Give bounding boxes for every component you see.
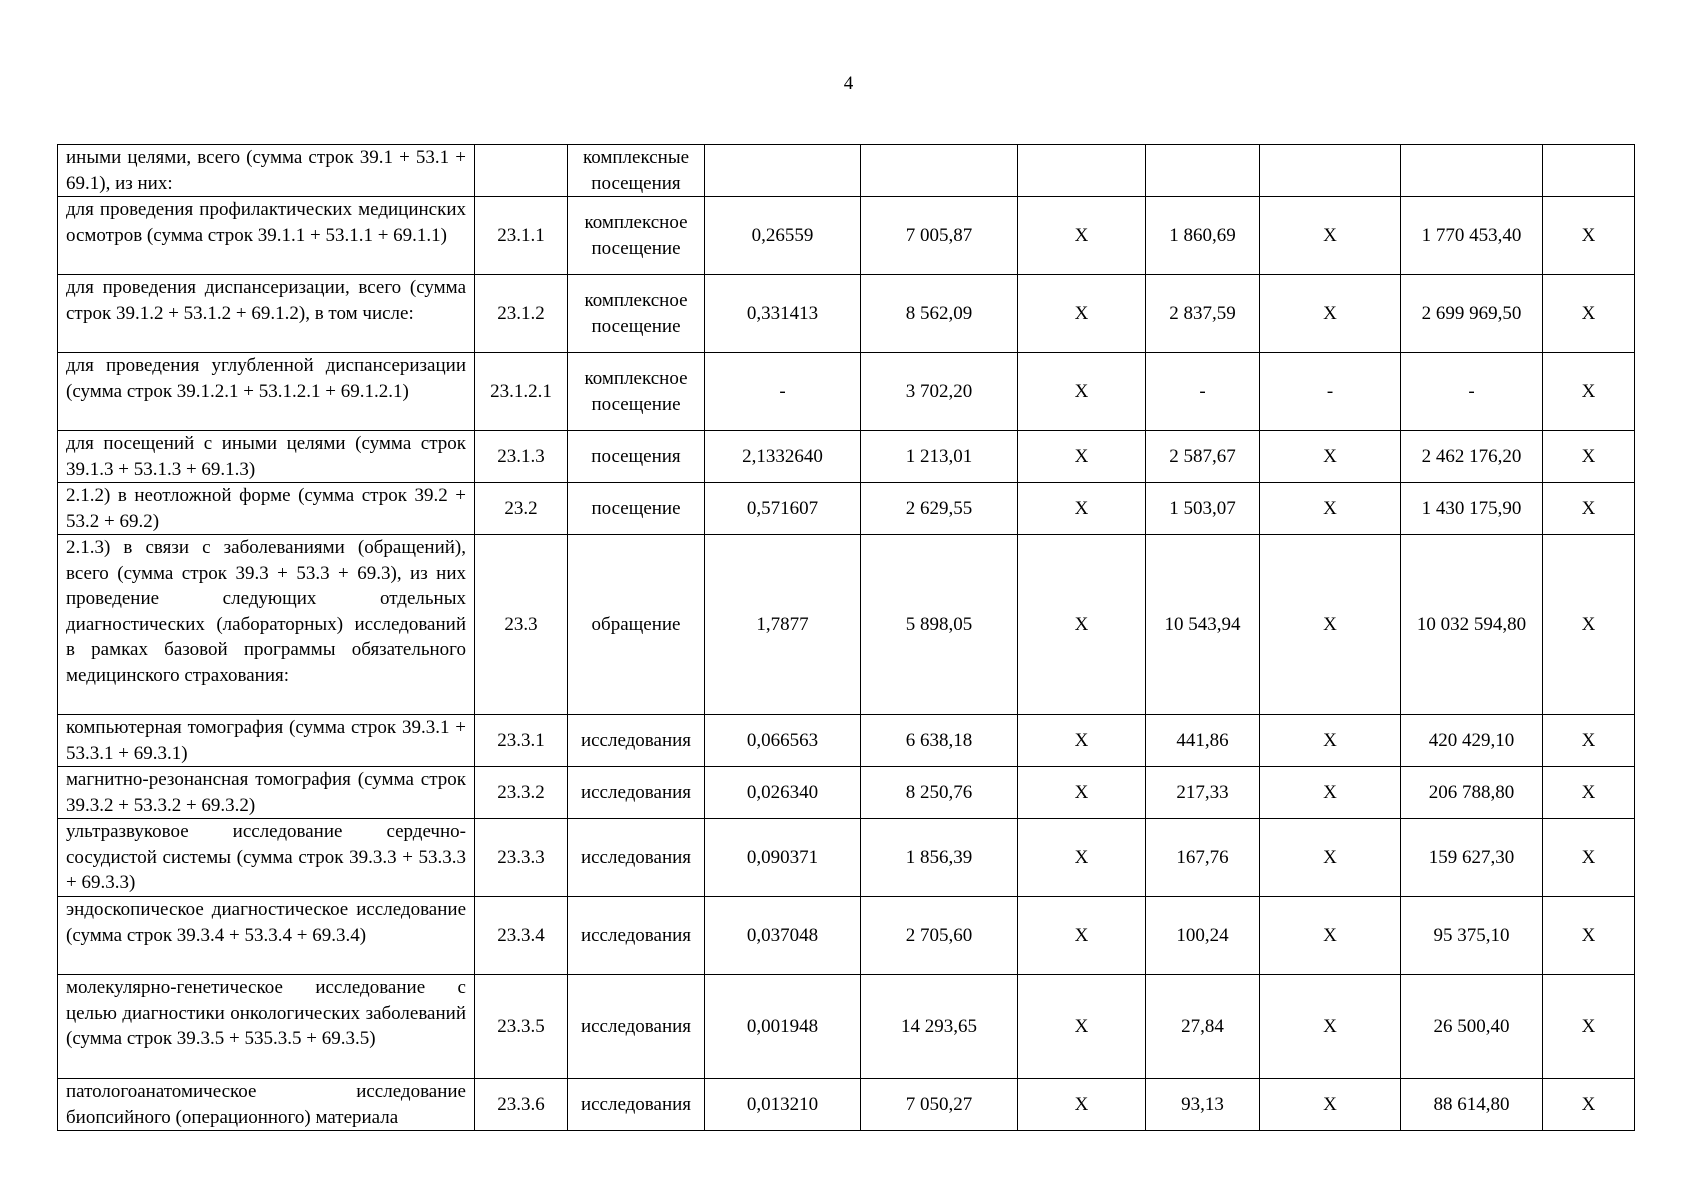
row-code-cell: 23.2 [475,483,568,535]
col10-cell: X [1543,431,1635,483]
cost-cell: 1 856,39 [861,819,1018,897]
table-row [58,353,1635,431]
item-name-cell: эндоскопическое диагностическое исследование (сумма строк 39.3.4 + 53.3.4 + 69.3.4) [58,897,475,975]
table-row [58,819,1635,897]
row-code-cell: 23.1.1 [475,197,568,275]
col6-cell: X [1018,1079,1146,1131]
unit-cell: посещение [568,483,705,535]
col8-cell: X [1260,431,1401,483]
cost-cell: 7 050,27 [861,1079,1018,1131]
cost-cell: 3 702,20 [861,353,1018,431]
col8-cell: X [1260,975,1401,1079]
table-row [58,715,1635,767]
col9-cell: 88 614,80 [1401,1079,1543,1131]
cost-cell: 5 898,05 [861,535,1018,715]
col7-cell: 2 587,67 [1146,431,1260,483]
item-name-cell: ультразвуковое исследование сердечно-сосудистой системы (сумма строк 39.3.3 + 53.3.3 + 69.3.3) [58,819,475,897]
norm-cell: 0,26559 [705,197,861,275]
item-name-cell: для проведения профилактических медицинских осмотров (сумма строк 39.1.1 + 53.1.1 + 69.1.1) [58,197,475,275]
norm-cell: 0,090371 [705,819,861,897]
col9-cell: 1 770 453,40 [1401,197,1543,275]
table-row [58,275,1635,353]
data-table [57,144,1635,1131]
norm-cell: 1,7877 [705,535,861,715]
col10-cell: X [1543,535,1635,715]
unit-cell: посещения [568,431,705,483]
row-code-cell: 23.3.1 [475,715,568,767]
col10-cell [1543,145,1635,197]
row-code-cell: 23.3.2 [475,767,568,819]
cost-cell: 6 638,18 [861,715,1018,767]
col6-cell: X [1018,353,1146,431]
col6-cell: X [1018,431,1146,483]
table-row [58,197,1635,275]
col9-cell: 2 462 176,20 [1401,431,1543,483]
col9-cell: 10 032 594,80 [1401,535,1543,715]
item-name-cell: иными целями, всего (сумма строк 39.1 + 53.1 + 69.1), из них: [58,145,475,197]
cost-cell: 8 250,76 [861,767,1018,819]
col6-cell: X [1018,483,1146,535]
item-name-cell: компьютерная томография (сумма строк 39.3.1 + 53.3.1 + 69.3.1) [58,715,475,767]
col10-cell: X [1543,767,1635,819]
norm-cell: 0,571607 [705,483,861,535]
unit-cell: комплексное посещение [568,275,705,353]
item-name-cell: 2.1.2) в неотложной форме (сумма строк 39.2 + 53.2 + 69.2) [58,483,475,535]
col9-cell: 95 375,10 [1401,897,1543,975]
col8-cell: X [1260,819,1401,897]
col8-cell: X [1260,715,1401,767]
col7-cell: 217,33 [1146,767,1260,819]
norm-cell [705,145,861,197]
col10-cell: X [1543,1079,1635,1131]
col10-cell: X [1543,715,1635,767]
col10-cell: X [1543,897,1635,975]
norm-cell: 0,331413 [705,275,861,353]
col10-cell: X [1543,819,1635,897]
col6-cell: X [1018,715,1146,767]
unit-cell: обращение [568,535,705,715]
col8-cell: X [1260,275,1401,353]
table-row [58,483,1635,535]
unit-cell: комплексное посещение [568,197,705,275]
row-code-cell: 23.3.4 [475,897,568,975]
unit-cell: исследования [568,897,705,975]
item-name-cell: для посещений с иными целями (сумма строк 39.1.3 + 53.1.3 + 69.1.3) [58,431,475,483]
col9-cell: 2 699 969,50 [1401,275,1543,353]
col9-cell: 420 429,10 [1401,715,1543,767]
col10-cell: X [1543,483,1635,535]
item-name-cell: патологоанатомическое исследование биопсийного (операционного) материала [58,1079,475,1131]
page-number: 4 [843,73,854,94]
unit-cell: исследования [568,975,705,1079]
cost-cell: 8 562,09 [861,275,1018,353]
col8-cell: X [1260,535,1401,715]
norm-cell: 2,1332640 [705,431,861,483]
row-code-cell: 23.1.2.1 [475,353,568,431]
col9-cell: 1 430 175,90 [1401,483,1543,535]
col7-cell: 10 543,94 [1146,535,1260,715]
item-name-cell: молекулярно-генетическое исследование с целью диагностики онкологических заболеваний (сумма строк 39.3.5 + 535.3.5 + 69.3.5) [58,975,475,1079]
cost-cell [861,145,1018,197]
col8-cell: X [1260,483,1401,535]
col9-cell: - [1401,353,1543,431]
row-code-cell: 23.1.2 [475,275,568,353]
col8-cell: X [1260,1079,1401,1131]
col7-cell: 93,13 [1146,1079,1260,1131]
col6-cell: X [1018,535,1146,715]
col9-cell: 26 500,40 [1401,975,1543,1079]
col7-cell: 441,86 [1146,715,1260,767]
col7-cell: - [1146,353,1260,431]
unit-cell: исследования [568,1079,705,1131]
unit-cell: комплексные посещения [568,145,705,197]
unit-cell: исследования [568,715,705,767]
item-name-cell: 2.1.3) в связи с заболеваниями (обращений), всего (сумма строк 39.3 + 53.3 + 69.3), из них проведение следующих отдельных диагностических (лабораторных) исследований в рамках базовой программы обязательного медицинского страхования: [58,535,475,715]
row-code-cell: 23.3 [475,535,568,715]
norm-cell: 0,026340 [705,767,861,819]
item-name-cell: для проведения диспансеризации, всего (сумма строк 39.1.2 + 53.1.2 + 69.1.2), в том числе: [58,275,475,353]
col10-cell: X [1543,975,1635,1079]
cost-cell: 2 629,55 [861,483,1018,535]
table-row [58,145,1635,197]
cost-cell: 14 293,65 [861,975,1018,1079]
cost-cell: 1 213,01 [861,431,1018,483]
col7-cell: 2 837,59 [1146,275,1260,353]
cost-cell: 2 705,60 [861,897,1018,975]
item-name-cell: магнитно-резонансная томография (сумма строк 39.3.2 + 53.3.2 + 69.3.2) [58,767,475,819]
col10-cell: X [1543,353,1635,431]
col9-cell: 159 627,30 [1401,819,1543,897]
col9-cell: 206 788,80 [1401,767,1543,819]
norm-cell: - [705,353,861,431]
col8-cell [1260,145,1401,197]
col6-cell: X [1018,819,1146,897]
unit-cell: комплексное посещение [568,353,705,431]
row-code-cell: 23.1.3 [475,431,568,483]
col7-cell [1146,145,1260,197]
table-row [58,431,1635,483]
row-code-cell: 23.3.6 [475,1079,568,1131]
row-code-cell [475,145,568,197]
unit-cell: исследования [568,767,705,819]
col6-cell: X [1018,897,1146,975]
table-row [58,535,1635,715]
norm-cell: 0,037048 [705,897,861,975]
col6-cell [1018,145,1146,197]
col7-cell: 100,24 [1146,897,1260,975]
col6-cell: X [1018,767,1146,819]
row-code-cell: 23.3.3 [475,819,568,897]
row-code-cell: 23.3.5 [475,975,568,1079]
cost-cell: 7 005,87 [861,197,1018,275]
col9-cell [1401,145,1543,197]
norm-cell: 0,001948 [705,975,861,1079]
col8-cell: X [1260,767,1401,819]
col7-cell: 27,84 [1146,975,1260,1079]
col8-cell: X [1260,197,1401,275]
col7-cell: 1 503,07 [1146,483,1260,535]
col7-cell: 1 860,69 [1146,197,1260,275]
col7-cell: 167,76 [1146,819,1260,897]
col8-cell: X [1260,897,1401,975]
col8-cell: - [1260,353,1401,431]
table-row [58,1079,1635,1131]
col6-cell: X [1018,275,1146,353]
norm-cell: 0,066563 [705,715,861,767]
col10-cell: X [1543,197,1635,275]
table-row [58,767,1635,819]
unit-cell: исследования [568,819,705,897]
norm-cell: 0,013210 [705,1079,861,1131]
item-name-cell: для проведения углубленной диспансеризации (сумма строк 39.1.2.1 + 53.1.2.1 + 69.1.2.1) [58,353,475,431]
col10-cell: X [1543,275,1635,353]
col6-cell: X [1018,197,1146,275]
table-row [58,975,1635,1079]
table-row [58,897,1635,975]
col6-cell: X [1018,975,1146,1079]
